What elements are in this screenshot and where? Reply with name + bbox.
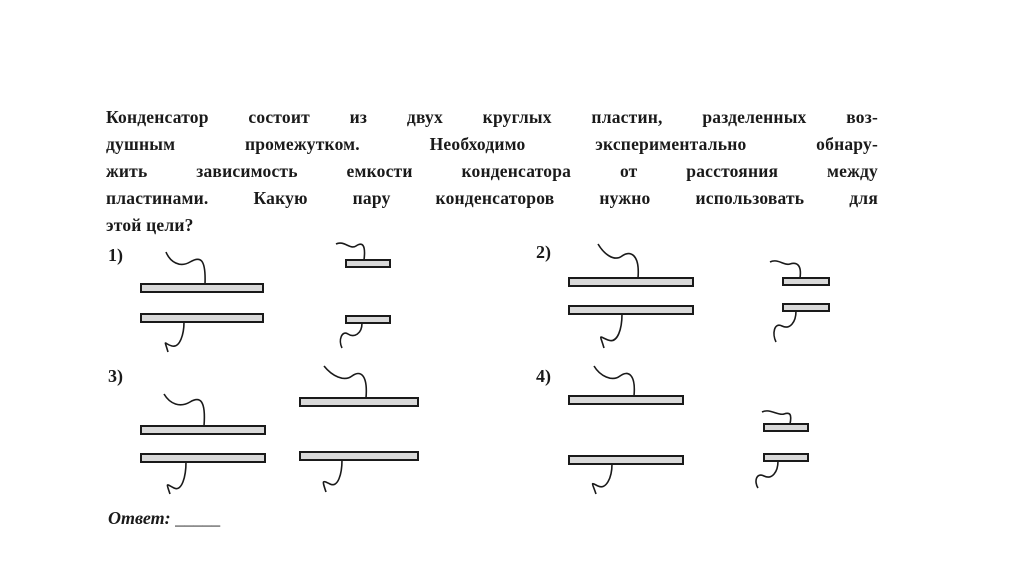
problem-line-5: этой цели?	[106, 215, 194, 235]
option-2-capacitor-b	[770, 261, 829, 342]
option-3-capacitor-a	[141, 394, 265, 494]
option-1-capacitor-a	[141, 252, 263, 352]
option-3-capacitor-b	[300, 366, 418, 492]
answer-blank[interactable]: _____	[175, 508, 221, 528]
option-1-label: 1)	[108, 245, 123, 265]
problem-line-4: пластинами. Какую пару конденсаторов нужно использовать для	[106, 188, 878, 208]
option-3-label: 3)	[108, 366, 123, 386]
problem-line-2: душным промежутком. Необходимо экспериментально обнару-	[106, 134, 878, 154]
option-1-capacitor-b	[336, 243, 390, 348]
answer-line	[108, 508, 220, 529]
option-2-label: 2)	[536, 242, 551, 262]
option-4-capacitor-b	[756, 411, 808, 488]
problem-line-3: жить зависимость емкости конденсатора от расстояния между	[106, 161, 878, 181]
problem-line-1: Конденсатор состоит из двух круглых пластин, разделенных воз-	[106, 107, 878, 127]
option-4-capacitor-a	[569, 366, 683, 494]
option-4-label: 4)	[536, 366, 551, 386]
option-2-capacitor-a	[569, 244, 693, 348]
answer-label: Ответ:	[108, 508, 171, 528]
